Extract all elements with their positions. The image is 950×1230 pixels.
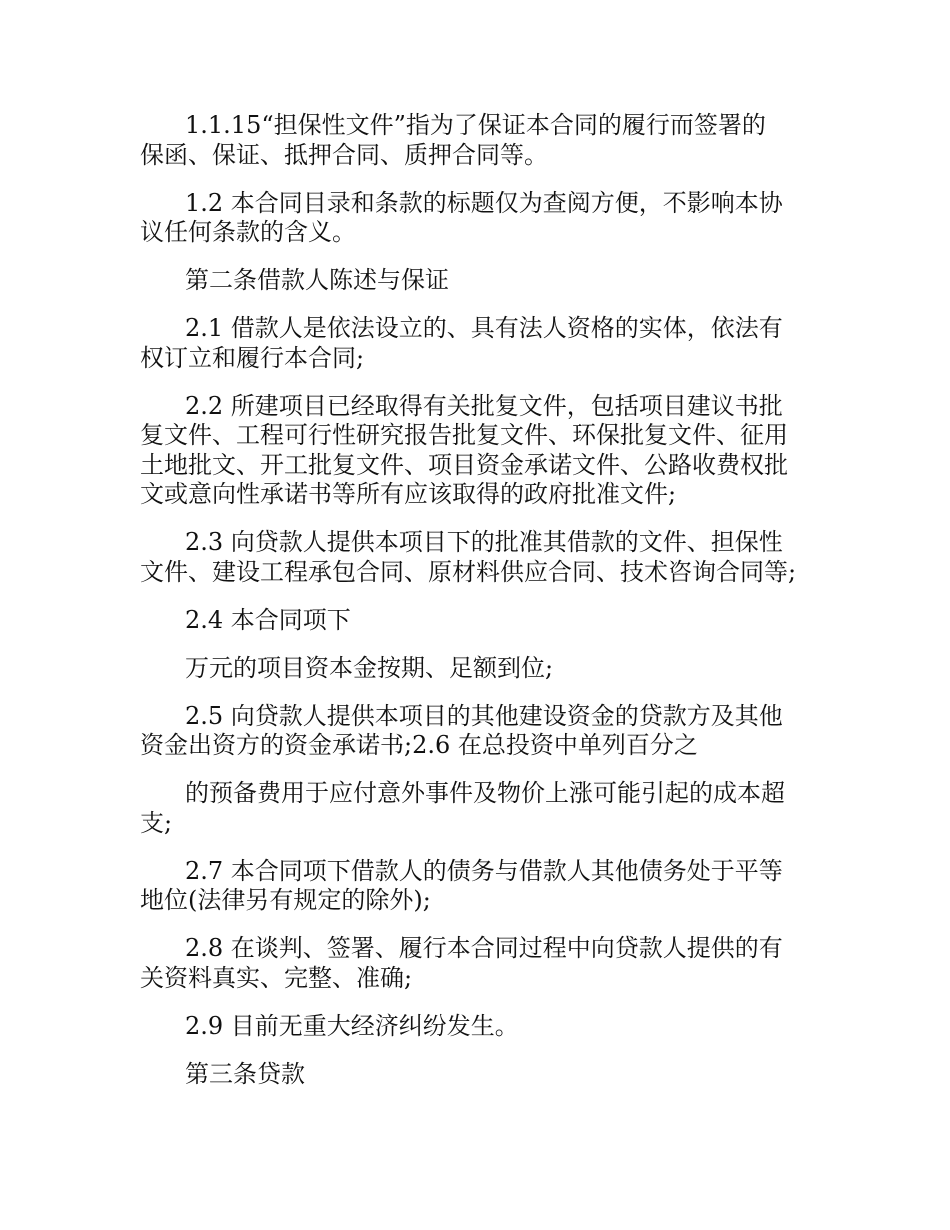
text-line: 2.8 在谈判、签署、履行本合同过程中向贷款人提供的有 [185,934,783,962]
text-line: 地位(法律另有规定的除外); [140,886,431,914]
paragraph-2-3 [140,528,830,587]
text-line: 权订立和履行本合同; [140,343,365,372]
heading-text: 第三条贷款 [185,1059,305,1088]
text-line: 文或意向性承诺书等所有应该取得的政府批准文件; [140,480,677,508]
paragraph-2-8 [140,934,830,993]
text-line: 关资料真实、完整、准确; [140,963,413,992]
text-line: 支; [140,808,173,837]
text-line: 的预备费用于应付意外事件及物价上涨可能引起的成本超 [185,779,785,807]
text-line: 土地批文、开工批复文件、项目资金承诺文件、公路收费权批 [140,450,788,479]
text-line: 2.4 本合同项下 [185,605,351,634]
text-line: 资金出资方的资金承诺书;2.6 在总投资中单列百分之 [140,731,698,759]
text-line: 复文件、工程可行性研究报告批复文件、环保批复文件、征用 [140,421,788,449]
paragraph-1-1-15 [140,111,830,170]
text-line: 2.7 本合同项下借款人的债务与借款人其他债务处于平等 [185,856,783,885]
document-page [140,111,830,1108]
paragraph-2-6-continued [140,779,830,838]
section-heading-article-2 [140,266,830,296]
paragraph-1-2 [140,189,830,248]
paragraph-2-4 [140,606,830,636]
text-line: 2.2 所建项目已经取得有关批复文件，包括项目建议书批 [185,391,783,420]
paragraph-2-7 [140,857,830,916]
text-line: 万元的项目资本金按期、足额到位; [185,653,554,682]
text-line: 文件、建设工程承包合同、原材料供应合同、技术咨询合同等; [140,557,797,586]
heading-text: 第二条借款人陈述与保证 [185,266,449,294]
text-line: 2.5 向贷款人提供本项目的其他建设资金的贷款方及其他 [185,701,783,730]
text-line: 1.1.15“担保性文件”指为了保证本合同的履行而签署的 [185,111,766,139]
paragraph-2-2 [140,392,830,510]
text-line: 保函、保证、抵押合同、质押合同等。 [140,140,548,169]
text-line: 1.2 本合同目录和条款的标题仅为查阅方便，不影响本协 [185,188,783,217]
paragraph-2-4-continued [140,654,830,684]
text-line: 议任何条款的含义。 [140,218,356,246]
text-line: 2.1 借款人是依法设立的、具有法人资格的实体，依法有 [185,314,783,342]
text-line: 2.9 目前无重大经济纠纷发生。 [185,1011,519,1040]
paragraph-2-9 [140,1012,830,1042]
paragraph-2-5 [140,702,830,761]
paragraph-2-1 [140,314,830,373]
section-heading-article-3 [140,1060,830,1090]
text-line: 2.3 向贷款人提供本项目下的批准其借款的文件、担保性 [185,528,783,556]
